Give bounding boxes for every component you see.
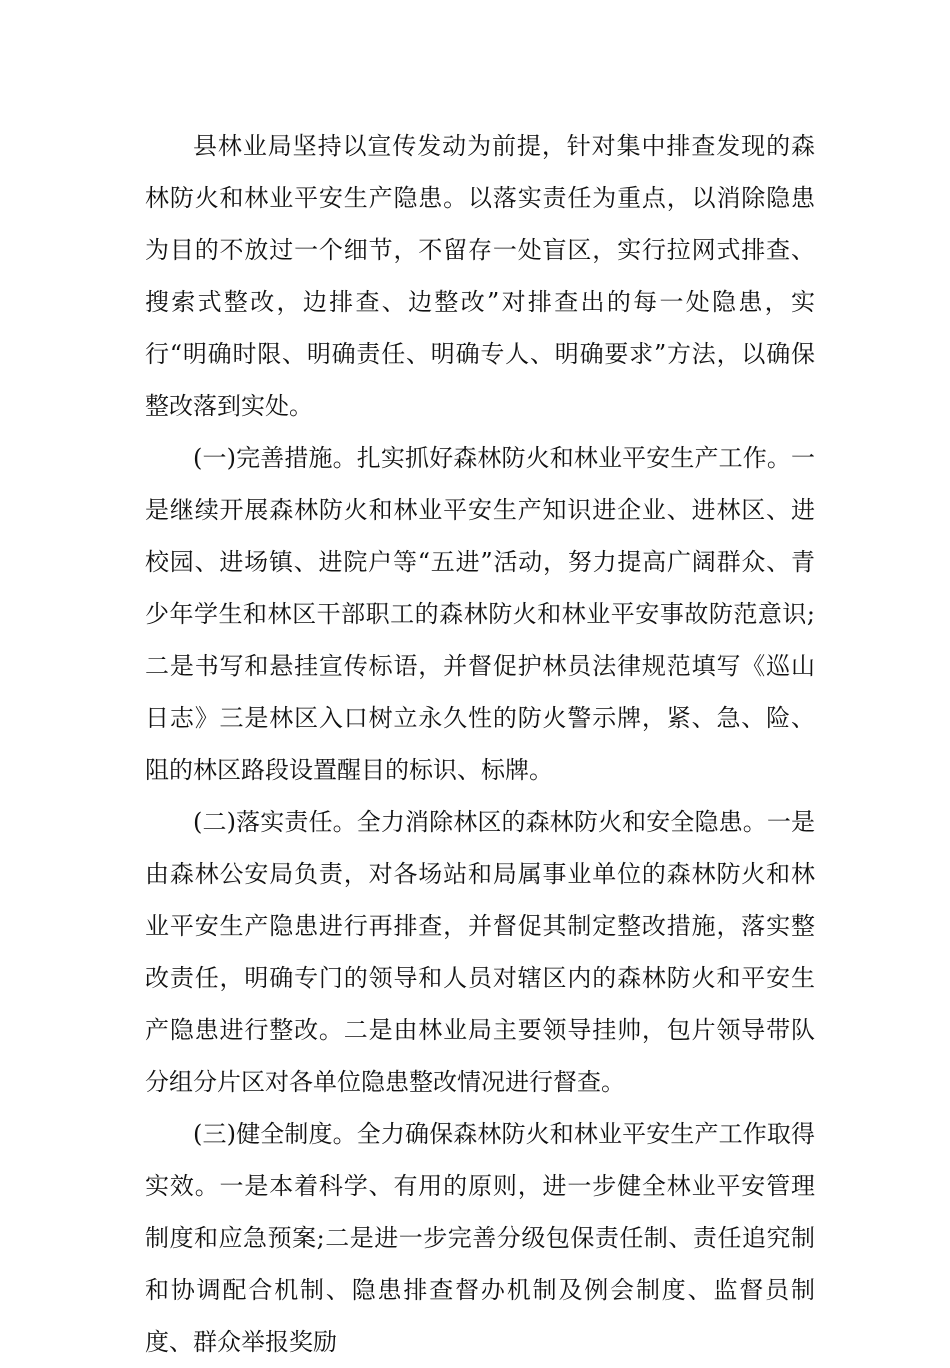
paragraph-measures: (一)完善措施。扎实抓好森林防火和林业平安生产工作。一是继续开展森林防火和林业平安生产知识进企业、进林区、进校园、进场镇、进院户等“五进”活动，努力提高广阔群众、青少年学生和林区干部职工的森林防火和林业平安事故防范意识;二是书写和悬挂宣传标语，并督促护林员法律规范填写《巡山日志》三是林区入口树立永久性的防火警示牌，紧、急、险、阻的林区路段设置醒目的标识、标牌。 [145, 444, 815, 784]
paragraph-intro: 县林业局坚持以宣传发动为前提，针对集中排查发现的森林防火和林业平安生产隐患。以落实责任为重点，以消除隐患为目的不放过一个细节，不留存一处盲区，实行拉网式排查、搜索式整改，边排查、边整改”对排查出的每一处隐患，实行“明确时限、明确责任、明确专人、明确要求”方法，以确保整改落到实处。 [145, 132, 815, 420]
paragraph-system: (三)健全制度。全力确保森林防火和林业平安生产工作取得实效。一是本着科学、有用的原则，进一步健全林业平安管理制度和应急预案;二是进一步完善分级包保责任制、责任追究制和协调配合机制、隐患排查督办机制及例会制度、监督员制度、群众举报奖励 [145, 1120, 815, 1356]
document-body [145, 120, 815, 1368]
paragraph-responsibility: (二)落实责任。全力消除林区的森林防火和安全隐患。一是由森林公安局负责，对各场站和局属事业单位的森林防火和林业平安生产隐患进行再排查，并督促其制定整改措施，落实整改责任，明确专门的领导和人员对辖区内的森林防火和平安生产隐患进行整改。二是由林业局主要领导挂帅，包片领导带队分组分片区对各单位隐患整改情况进行督查。 [145, 808, 815, 1096]
